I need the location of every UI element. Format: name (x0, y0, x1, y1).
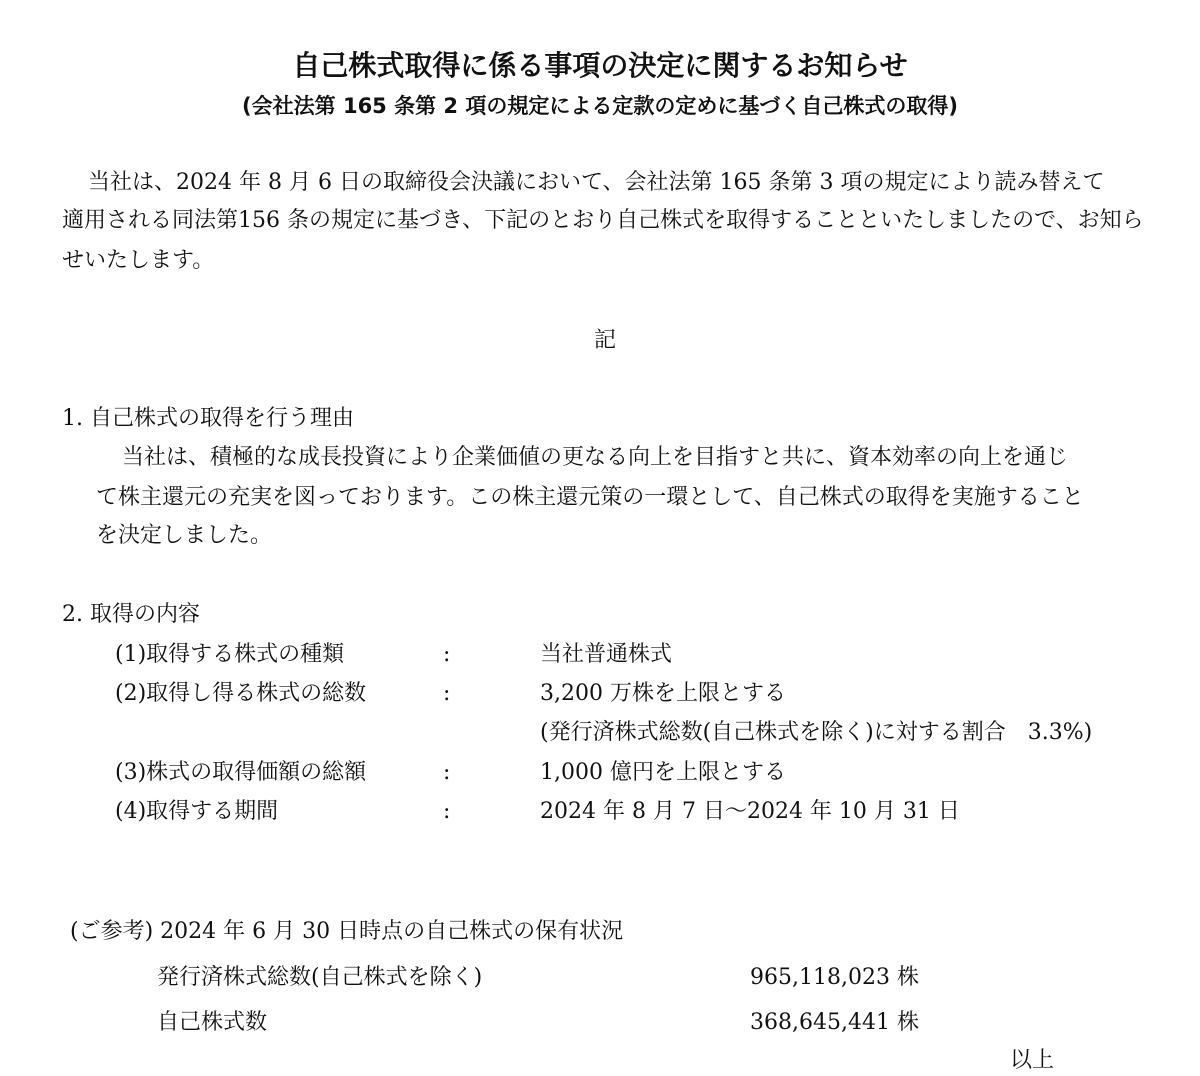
reference-heading: (ご参考) 2024 年 6 月 30 日時点の自己株式の保有状況 (70, 919, 624, 944)
item2-label: (2)取得し得る株式の総数 (115, 681, 367, 706)
item4-value: 2024 年 8 月 7 日～2024 年 10 月 31 日 (540, 799, 960, 824)
item3-colon: : (443, 760, 451, 785)
section1-line-3: を決定しました。 (96, 523, 273, 548)
reference-row-1-value: 965,118,023 株 (750, 965, 919, 990)
ki-heading: 記 (593, 328, 616, 353)
section1-line-1: 当社は、積極的な成長投資により企業価値の更なる向上を目指すと共に、資本効率の向上を通じ (122, 445, 1069, 470)
intro-line-3: せいたします。 (62, 248, 215, 273)
closing-mark: 以上 (1010, 1048, 1055, 1073)
document-title: 自己株式取得に係る事項の決定に関するお知らせ (292, 49, 908, 82)
document-subtitle: (会社法第 165 条第 2 項の規定による定款の定めに基づく自己株式の取得) (242, 94, 958, 118)
intro-line-2: 適用される同法第156 条の規定に基づき、下記のとおり自己株式を取得することといたしましたので、お知ら (62, 208, 1144, 233)
item1-label: (1)取得する株式の種類 (115, 642, 345, 667)
section1-line-2: て株主還元の充実を図っております。この株主還元策の一環として、自己株式の取得を実施すること (96, 485, 1084, 510)
item4-colon: : (443, 799, 451, 824)
item2-value: 3,200 万株を上限とする (540, 681, 786, 706)
item1-colon: : (443, 642, 451, 667)
reference-row-2-label: 自己株式数 (157, 1010, 268, 1035)
section2-heading: 2. 取得の内容 (62, 602, 200, 627)
item2-note: (発行済株式総数(自己株式を除く)に対する割合 3.3%) (540, 720, 1093, 745)
item3-label: (3)株式の取得価額の総額 (115, 760, 367, 785)
reference-row-1-label: 発行済株式総数(自己株式を除く) (157, 965, 483, 990)
item2-colon: : (443, 681, 451, 706)
item4-label: (4)取得する期間 (115, 799, 279, 824)
item1-value: 当社普通株式 (540, 642, 673, 667)
intro-line-1: 当社は、2024 年 8 月 6 日の取締役会決議において、会社法第 165 条第 3 項の規定により読み替えて (88, 170, 1105, 195)
section1-heading: 1. 自己株式の取得を行う理由 (62, 406, 354, 431)
reference-row-2-value: 368,645,441 株 (750, 1010, 919, 1035)
item3-value: 1,000 億円を上限とする (540, 760, 786, 785)
